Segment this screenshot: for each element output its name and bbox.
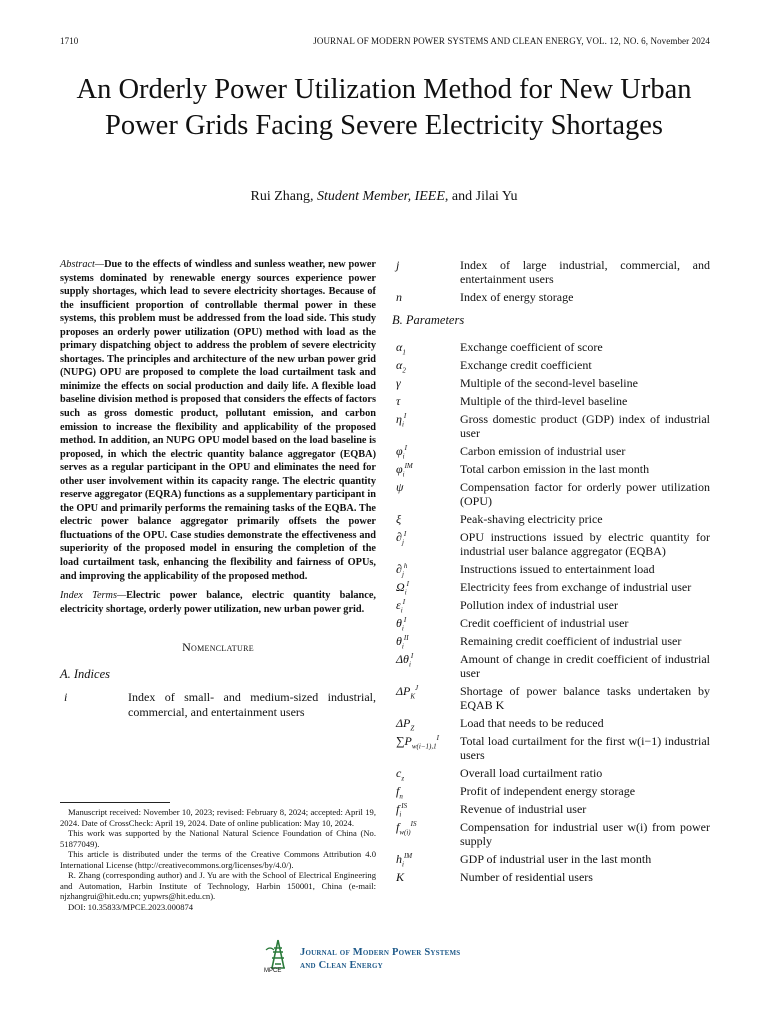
param-description: Exchange coefficient of score xyxy=(460,340,603,354)
param-description: Amount of change in credit coefficient of industrial user xyxy=(460,652,710,680)
param-description: Remaining credit coefficient of industrial user xyxy=(460,634,682,648)
right-column xyxy=(392,258,710,888)
left-column xyxy=(60,258,376,719)
index-terms xyxy=(60,589,376,616)
param-symbol: $\varphi_i^{IM}$ xyxy=(396,462,413,479)
index-symbol: n xyxy=(396,290,402,304)
logo-line-2: and Clean Energy xyxy=(300,960,383,971)
param-symbol: $f_i^{IS}$ xyxy=(396,802,408,819)
param-description: Multiple of the second-level baseline xyxy=(460,376,638,390)
param-description: Total carbon emission in the last month xyxy=(460,462,650,476)
param-row xyxy=(392,412,710,440)
parameters-heading: B. Parameters xyxy=(392,313,465,327)
logo-line-1: Journal of Modern Power Systems xyxy=(300,947,461,958)
footnote-manuscript: Manuscript received: November 10, 2023; revised: February 8, 2024; accepted: April 19, 2024. Date of CrossCheck: April 19, 2024. Date of online publication: May 10, 2024. xyxy=(60,807,376,828)
param-symbol: $\Omega_i^I$ xyxy=(396,580,409,597)
param-description: GDP of industrial user in the last month xyxy=(460,852,652,866)
param-symbol: $f_{w(i)}^{IS}$ xyxy=(396,820,417,837)
index-row xyxy=(60,690,376,719)
param-description: Number of residential users xyxy=(460,870,593,884)
param-description: Pollution index of industrial user xyxy=(460,598,618,612)
param-symbol: $\theta_i^I$ xyxy=(396,616,407,633)
index-description: Index of energy storage xyxy=(460,290,574,304)
paper-title: An Orderly Power Utilization Method for New Urban Power Grids Facing Severe Electricity Shortages xyxy=(76,74,692,141)
param-description: Multiple of the third-level baseline xyxy=(460,394,628,408)
param-symbol: $\eta_i^I$ xyxy=(396,412,407,429)
param-row xyxy=(392,580,710,597)
param-row xyxy=(392,480,710,508)
param-description: Credit coefficient of industrial user xyxy=(460,616,629,630)
param-row xyxy=(392,616,710,633)
param-description: Carbon emission of industrial user xyxy=(460,444,626,458)
indices-heading: A. Indices xyxy=(60,667,110,682)
param-row xyxy=(392,734,710,762)
nomenclature-heading: Nomenclature xyxy=(182,640,254,655)
param-row xyxy=(392,652,710,680)
param-row xyxy=(392,684,710,712)
author-1: Rui Zhang, xyxy=(250,189,317,204)
param-row xyxy=(392,634,710,651)
author-1-role: Student Member, IEEE xyxy=(316,189,445,204)
index-description: Index of small- and medium-sized industrial, commercial, and entertainment users xyxy=(128,690,376,719)
param-symbol: $\partial_j^h$ xyxy=(396,562,408,579)
index-row xyxy=(392,290,710,304)
param-description: Load that needs to be reduced xyxy=(460,716,604,730)
index-row xyxy=(392,258,710,286)
param-symbol: $\Delta P_K^J$ xyxy=(396,684,419,701)
param-description: Instructions issued to entertainment load xyxy=(460,562,655,576)
footnote-doi: DOI: 10.35833/MPCE.2023.000874 xyxy=(68,901,194,912)
param-row xyxy=(392,784,710,801)
journal-logo xyxy=(262,938,512,980)
param-description: Revenue of industrial user xyxy=(460,802,587,816)
param-symbol: $\alpha_2$ xyxy=(396,358,406,375)
param-symbol: $\sum P_{w(i-1),1}^I$ xyxy=(396,734,439,751)
param-symbol: $h_i^{IM}$ xyxy=(396,852,413,869)
param-row xyxy=(392,444,710,461)
param-row xyxy=(392,820,710,848)
param-description: OPU instructions issued by electric quantity for industrial user balance aggregator (EQBA) xyxy=(460,530,710,558)
param-row xyxy=(392,394,710,408)
param-symbol: $\varepsilon_i^I$ xyxy=(396,598,406,615)
param-symbol: τ xyxy=(396,394,401,408)
param-row xyxy=(392,716,710,733)
param-row xyxy=(392,852,710,869)
param-description: Compensation factor for orderly power utilization (OPU) xyxy=(460,480,710,508)
abstract xyxy=(60,258,376,583)
param-description: Total load curtailment for the first w(i−1) industrial users xyxy=(460,734,710,762)
param-symbol: $c_z$ xyxy=(396,766,405,783)
param-symbol: $\alpha_1$ xyxy=(396,340,406,357)
param-description: Exchange credit coefficient xyxy=(460,358,592,372)
footnote-license: This article is distributed under the terms of the Creative Commons Attribution 4.0 International License (http://creativecommons.org/licenses/by/4.0/). xyxy=(60,849,376,870)
logo-text xyxy=(300,946,460,972)
param-row xyxy=(392,562,710,579)
param-row xyxy=(392,512,710,526)
param-description: Electricity fees from exchange of industrial user xyxy=(460,580,692,594)
author-line xyxy=(60,189,708,205)
param-symbol: $f_n$ xyxy=(396,784,403,801)
abstract-text: Due to the effects of windless and sunless weather, new power systems dominated by renewable energy sources experience power supply shortages, which lead to severe electricity shortages. Because of the insufficient proportion of controllable thermal power in these systems, this problem must be addressed from the load side. This study proposes an orderly power utilization (OPU) method with load as the primary dispatching object to address the problem of severe electricity shortages. The principles and architecture of the new urban power grid (NUPG) OPU are proposed to complete the load curtailment task and minimize the effects on social production and daily life. A flexible load baseline division method is proposed that considers the effects of factors such as gross domestic product, pollutant emission, and carbon emission to increase the flexibility and applicability of the proposed method. In addition, an NUPG OPU model based on the load baseline is proposed, in which the electric quantity balance aggregator (EQBA) serves as a regular participant in the OPU and eliminates the need for other user involvement within its capacity range. The electric quantity reserve aggregator (EQRA) functions as a supplementary participant in the OPU and primarily performs the remaining tasks of the EQBA. The electric power balance aggregator primarily offsets the power fluctuations of the OPU. Case studies demonstrate the effectiveness and superiority of the proposed model in ensuring the completion of the load curtailment task, enhancing the flexibility and fairness of OPUs, and improving the applicability of the proposed method. xyxy=(60,259,376,582)
footnote-rule xyxy=(60,802,170,803)
param-symbol: $\partial_j^I$ xyxy=(396,530,407,547)
logo-abbreviation: MPCE xyxy=(264,968,282,974)
index-terms-text: Electric power balance, electric quantity balance, electricity shortage, orderly power utilization, new urban power grid. xyxy=(60,590,376,615)
param-description: Gross domestic product (GDP) index of industrial user xyxy=(460,412,710,440)
param-description: Profit of independent energy storage xyxy=(460,784,636,798)
param-symbol: $\Delta\theta_i^I$ xyxy=(396,652,414,669)
param-row xyxy=(392,598,710,615)
param-symbol: $\Delta P_Z$ xyxy=(396,716,415,733)
index-symbol: i xyxy=(64,690,68,705)
footnote-affiliation: R. Zhang (corresponding author) and J. Yu are with the School of Electrical Engineering and Automation, Harbin Institute of Technology, Harbin 150001, China (e-mail: njzhangrui@hit.edu.cn; yupwrs@hit.edu.cn). xyxy=(60,870,376,901)
param-description: Peak-shaving electricity price xyxy=(460,512,603,526)
param-row xyxy=(392,376,710,390)
param-symbol: $\varphi_i^I$ xyxy=(396,444,407,461)
param-row xyxy=(392,462,710,479)
footnote-funding: This work was supported by the National Natural Science Foundation of China (No. 51877049). xyxy=(60,828,376,849)
param-symbol: K xyxy=(396,870,405,884)
footnotes xyxy=(60,807,376,912)
param-symbol: ψ xyxy=(396,480,404,494)
index-description: Index of large industrial, commercial, and entertainment users xyxy=(460,258,710,286)
param-row xyxy=(392,802,710,819)
abstract-lead: Abstract— xyxy=(60,259,105,270)
param-row xyxy=(392,340,710,357)
param-symbol: ξ xyxy=(396,512,402,526)
param-symbol: $\theta_i^{II}$ xyxy=(396,634,409,651)
journal-header: JOURNAL OF MODERN POWER SYSTEMS AND CLEAN ENERGY, VOL. 12, NO. 6, November 2024 xyxy=(313,36,710,46)
index-symbol: j xyxy=(396,258,400,272)
param-description: Overall load curtailment ratio xyxy=(460,766,603,780)
param-row xyxy=(392,766,710,783)
author-2: , and Jilai Yu xyxy=(444,189,518,204)
param-description: Shortage of power balance tasks undertaken by EQAB K xyxy=(460,684,710,712)
param-row xyxy=(392,870,710,884)
index-terms-lead: Index Terms— xyxy=(60,590,127,602)
page-number: 1710 xyxy=(60,36,79,46)
param-row xyxy=(392,358,710,375)
param-row xyxy=(392,530,710,558)
param-description: Compensation for industrial user w(i) from power supply xyxy=(460,820,710,848)
param-symbol: γ xyxy=(396,376,401,390)
